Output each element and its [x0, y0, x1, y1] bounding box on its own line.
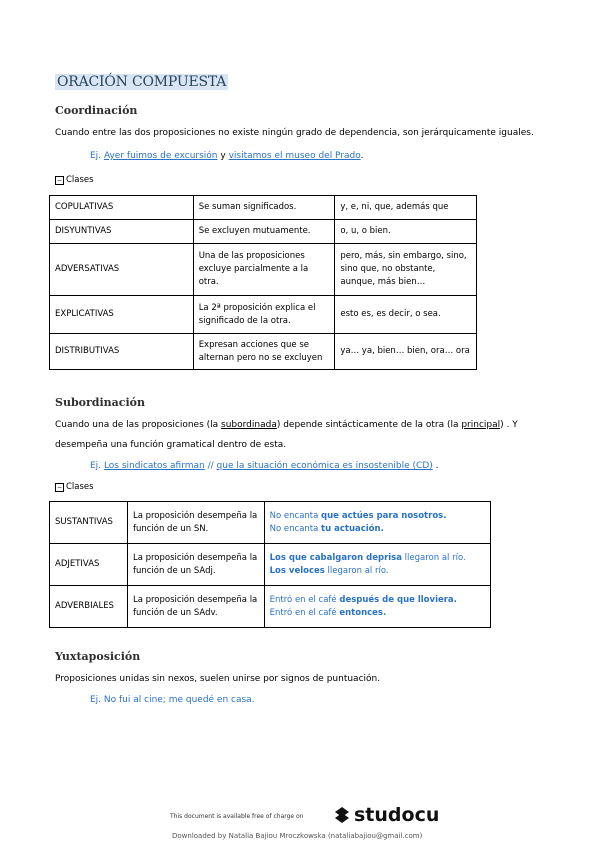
- table-cell: La proposición desempeña la función de un SAdv.: [127, 586, 264, 628]
- studocu-logo[interactable]: studocu: [332, 804, 439, 826]
- table-cell: La proposición desempeña la función de un SN.: [127, 502, 264, 544]
- table-cell: Expresan acciones que se alternan pero no se excluyen: [193, 334, 335, 370]
- table-cell: ya… ya, bien… bien, ora… ora: [335, 334, 477, 370]
- table-cell: No encanta que actúes para nosotros. No encanta tu actuación.: [264, 502, 490, 544]
- footer-download-text: Downloaded by Natalia Bajiou Mroczkowska (nataliabajiou@gmail.com): [172, 832, 423, 840]
- footer-availability-text: This document is available free of charge on: [170, 813, 304, 820]
- table-row: [50, 244, 477, 296]
- table-cell: DISYUNTIVAS: [50, 220, 194, 244]
- table-cell: esto es, es decir, o sea.: [335, 296, 477, 334]
- coordinacion-text: Cuando entre las dos proposiciones no existe ningún grado de dependencia, son jerárquicamente iguales.: [55, 128, 534, 138]
- table-row: [50, 502, 491, 544]
- example-prefix: Ej.: [90, 461, 102, 471]
- coordinacion-clases-label: − Clases: [56, 175, 94, 185]
- table-cell: ADJETIVAS: [50, 544, 128, 586]
- table-row: [50, 296, 477, 334]
- table-row: [50, 334, 477, 370]
- example-prefix: Ej.: [90, 151, 102, 161]
- yuxtaposicion-heading: Yuxtaposición: [55, 650, 141, 663]
- table-row: [50, 196, 477, 220]
- table-cell: Se suman significados.: [193, 196, 335, 220]
- studocu-logo-icon: [332, 805, 352, 825]
- table-row: [50, 586, 491, 628]
- table-cell: Se excluyen mutuamente.: [193, 220, 335, 244]
- table-cell: La 2ª proposición explica el significado de la otra.: [193, 296, 335, 334]
- subordinacion-heading: Subordinación: [55, 396, 145, 409]
- example-separator: y: [220, 151, 226, 161]
- yuxtaposicion-text: Proposiciones unidas sin nexos, suelen unirse por signos de puntuación.: [55, 674, 381, 684]
- subordinacion-clases-label: − Clases: [56, 482, 94, 492]
- subordinacion-example: [90, 461, 439, 471]
- coordinacion-table: [49, 195, 477, 370]
- table-row: [50, 220, 477, 244]
- table-cell: y, e, ni, que, además que: [335, 196, 477, 220]
- coordinacion-example: [90, 151, 363, 161]
- example-link-2[interactable]: que la situación económica es insostenible (CD): [216, 461, 433, 471]
- yuxtaposicion-example: Ej. No fui al cine; me quedé en casa.: [90, 695, 255, 705]
- subordinacion-text-line2: desempeña una función gramatical dentro de esta.: [55, 440, 287, 450]
- table-cell: DISTRIBUTIVAS: [50, 334, 194, 370]
- collapse-icon[interactable]: −: [56, 484, 63, 491]
- table-cell: Entró en el café después de que lloviera. Entró en el café entonces.: [264, 586, 490, 628]
- example-link-2[interactable]: visitamos el museo del Prado: [228, 151, 361, 161]
- page-title: ORACIÓN COMPUESTA: [57, 74, 227, 90]
- table-cell: o, u, o bien.: [335, 220, 477, 244]
- table-cell: ADVERBIALES: [50, 586, 128, 628]
- example-end: .: [360, 151, 364, 161]
- table-cell: ADVERSATIVAS: [50, 244, 194, 296]
- subordinacion-text-line1: Cuando una de las proposiciones (la subordinada) depende sintácticamente de la otra (la principal) . Y: [55, 420, 518, 430]
- table-cell: Los que cabalgaron deprisa llegaron al río. Los veloces llegaron al río.: [264, 544, 490, 586]
- example-link-1[interactable]: Los sindicatos afirman: [103, 461, 205, 471]
- table-cell: pero, más, sin embargo, sino, sino que, no obstante, aunque, más bien…: [335, 244, 477, 296]
- principal-term: principal: [461, 420, 501, 430]
- table-cell: SUSTANTIVAS: [50, 502, 128, 544]
- table-row: [50, 544, 491, 586]
- table-cell: EXPLICATIVAS: [50, 296, 194, 334]
- collapse-icon[interactable]: −: [56, 177, 63, 184]
- example-link-1[interactable]: Ayer fuimos de excursión: [103, 151, 218, 161]
- coordinacion-heading: Coordinación: [55, 104, 138, 117]
- table-cell: La proposición desempeña la función de un SAdj.: [127, 544, 264, 586]
- table-cell: Una de las proposiciones excluye parcialmente a la otra.: [193, 244, 335, 296]
- table-cell: COPULATIVAS: [50, 196, 194, 220]
- example-separator: //: [207, 461, 214, 471]
- subordinada-term: subordinada: [221, 420, 277, 430]
- example-end: .: [435, 461, 439, 471]
- subordinacion-table: [49, 501, 491, 628]
